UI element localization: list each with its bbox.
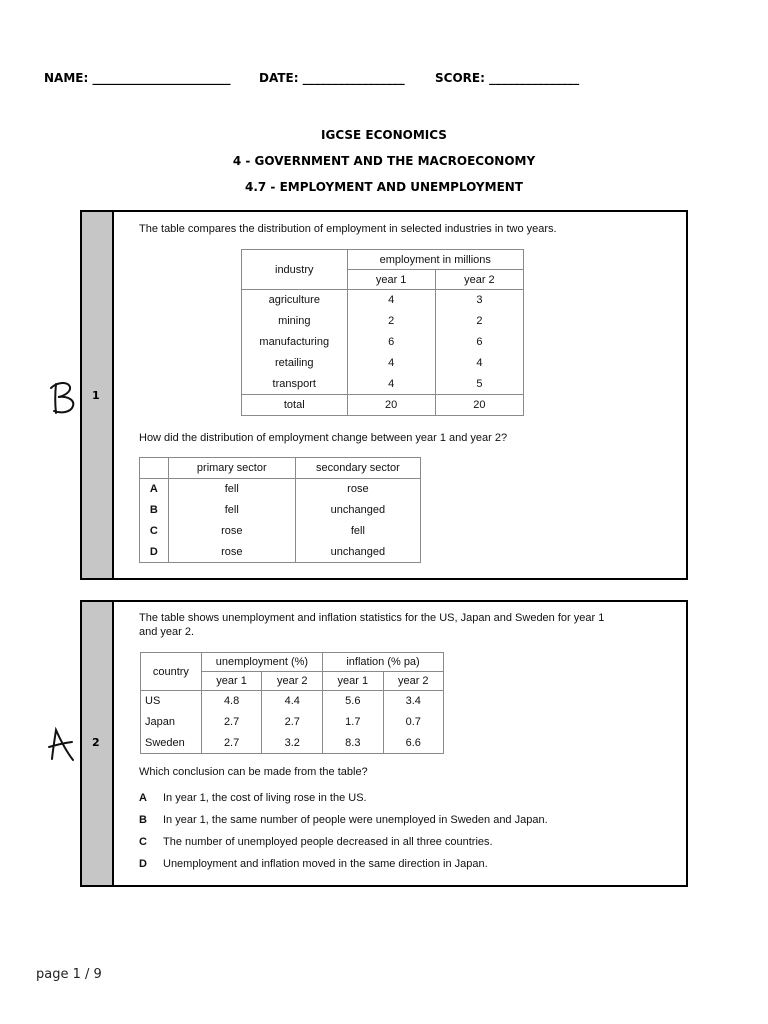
table-cell: 2 (347, 311, 435, 332)
table-cell: 5 (435, 374, 523, 395)
option-text: Unemployment and inflation moved in the same direction in Japan. (163, 858, 488, 870)
option-letter: B (139, 814, 147, 826)
table-cell: 4 (347, 374, 435, 395)
table-cell: 2.7 (201, 712, 262, 733)
option-letter: A (140, 479, 169, 500)
option-letter: B (140, 500, 169, 521)
options-table (139, 457, 421, 563)
option-letter: D (140, 542, 169, 563)
option-secondary: rose (295, 479, 420, 500)
table-row: retailing (242, 353, 348, 374)
secondary-sector-header: secondary sector (295, 458, 420, 479)
handwritten-answer-b (48, 380, 78, 416)
option-b (139, 814, 548, 826)
table-cell: 3 (435, 290, 523, 311)
table-cell: 3.2 (262, 733, 323, 754)
option-primary: rose (168, 521, 295, 542)
option-secondary: unchanged (295, 500, 420, 521)
table-row: US (141, 691, 202, 712)
unemployment-header: unemployment (%) (201, 653, 322, 672)
table-row: Japan (141, 712, 202, 733)
question-2-number: 2 (92, 736, 100, 749)
question-1-prompt: How did the distribution of employment change between year 1 and year 2? (139, 432, 508, 444)
unemployment-year-2-header: year 2 (262, 672, 323, 691)
table-cell: 6 (435, 332, 523, 353)
table-cell: 4.4 (262, 691, 323, 712)
option-letter: D (139, 858, 147, 870)
date-field: DATE: _________________ (259, 71, 405, 85)
table-cell: 4.8 (201, 691, 262, 712)
page-indicator: page 1 / 9 (36, 967, 102, 982)
option-text: In year 1, the cost of living rose in the US. (163, 792, 367, 804)
option-letter: C (140, 521, 169, 542)
total-row-label: total (242, 395, 348, 416)
option-text: In year 1, the same number of people were unemployed in Sweden and Japan. (163, 814, 548, 826)
total-year-2: 20 (435, 395, 523, 416)
table-cell: 8.3 (323, 733, 383, 754)
table-cell: 6 (347, 332, 435, 353)
table-row: mining (242, 311, 348, 332)
table-cell: 3.4 (383, 691, 443, 712)
option-primary: rose (168, 542, 295, 563)
country-header: country (141, 653, 202, 691)
unemployment-inflation-table (140, 652, 444, 754)
table-cell: 2.7 (201, 733, 262, 754)
options-letter-header (140, 458, 169, 479)
question-2-intro-line-2: and year 2. (139, 626, 195, 638)
inflation-year-1-header: year 1 (323, 672, 383, 691)
inflation-header: inflation (% pa) (323, 653, 444, 672)
handwritten-answer-a (46, 727, 78, 763)
score-field: SCORE: _______________ (435, 71, 580, 85)
course-title: IGCSE ECONOMICS (321, 128, 447, 142)
table-cell: 6.6 (383, 733, 443, 754)
year-2-header: year 2 (435, 270, 523, 290)
industry-header: industry (242, 250, 348, 290)
option-d (139, 858, 488, 870)
primary-sector-header: primary sector (168, 458, 295, 479)
table-cell: 0.7 (383, 712, 443, 733)
table-row: manufacturing (242, 332, 348, 353)
option-a (139, 792, 367, 804)
unit-title: 4 - GOVERNMENT AND THE MACROECONOMY (232, 154, 536, 168)
question-1-box (80, 210, 688, 580)
question-1-intro: The table compares the distribution of employment in selected industries in two years. (139, 223, 557, 235)
inflation-year-2-header: year 2 (383, 672, 443, 691)
table-row: agriculture (242, 290, 348, 311)
unemployment-year-1-header: year 1 (201, 672, 262, 691)
table-cell: 1.7 (323, 712, 383, 733)
option-c (139, 836, 493, 848)
option-primary: fell (168, 479, 295, 500)
employment-group-header: employment in millions (347, 250, 523, 270)
option-text: The number of unemployed people decreased in all three countries. (163, 836, 493, 848)
table-row: transport (242, 374, 348, 395)
option-letter: C (139, 836, 147, 848)
option-secondary: fell (295, 521, 420, 542)
table-cell: 4 (347, 353, 435, 374)
table-cell: 4 (435, 353, 523, 374)
total-year-1: 20 (347, 395, 435, 416)
table-cell: 4 (347, 290, 435, 311)
option-letter: A (139, 792, 147, 804)
table-cell: 2 (435, 311, 523, 332)
employment-table (241, 249, 524, 416)
option-secondary: unchanged (295, 542, 420, 563)
option-primary: fell (168, 500, 295, 521)
question-1-number: 1 (92, 389, 100, 402)
table-cell: 2.7 (262, 712, 323, 733)
question-2-intro-line-1: The table shows unemployment and inflation statistics for the US, Japan and Sweden for year 1 (139, 612, 605, 624)
topic-title: 4.7 - EMPLOYMENT AND UNEMPLOYMENT (245, 180, 523, 194)
table-cell: 5.6 (323, 691, 383, 712)
year-1-header: year 1 (347, 270, 435, 290)
name-field: NAME: _______________________ (44, 71, 231, 85)
question-2-box (80, 600, 688, 887)
question-2-prompt: Which conclusion can be made from the table? (139, 766, 368, 778)
table-row: Sweden (141, 733, 202, 754)
